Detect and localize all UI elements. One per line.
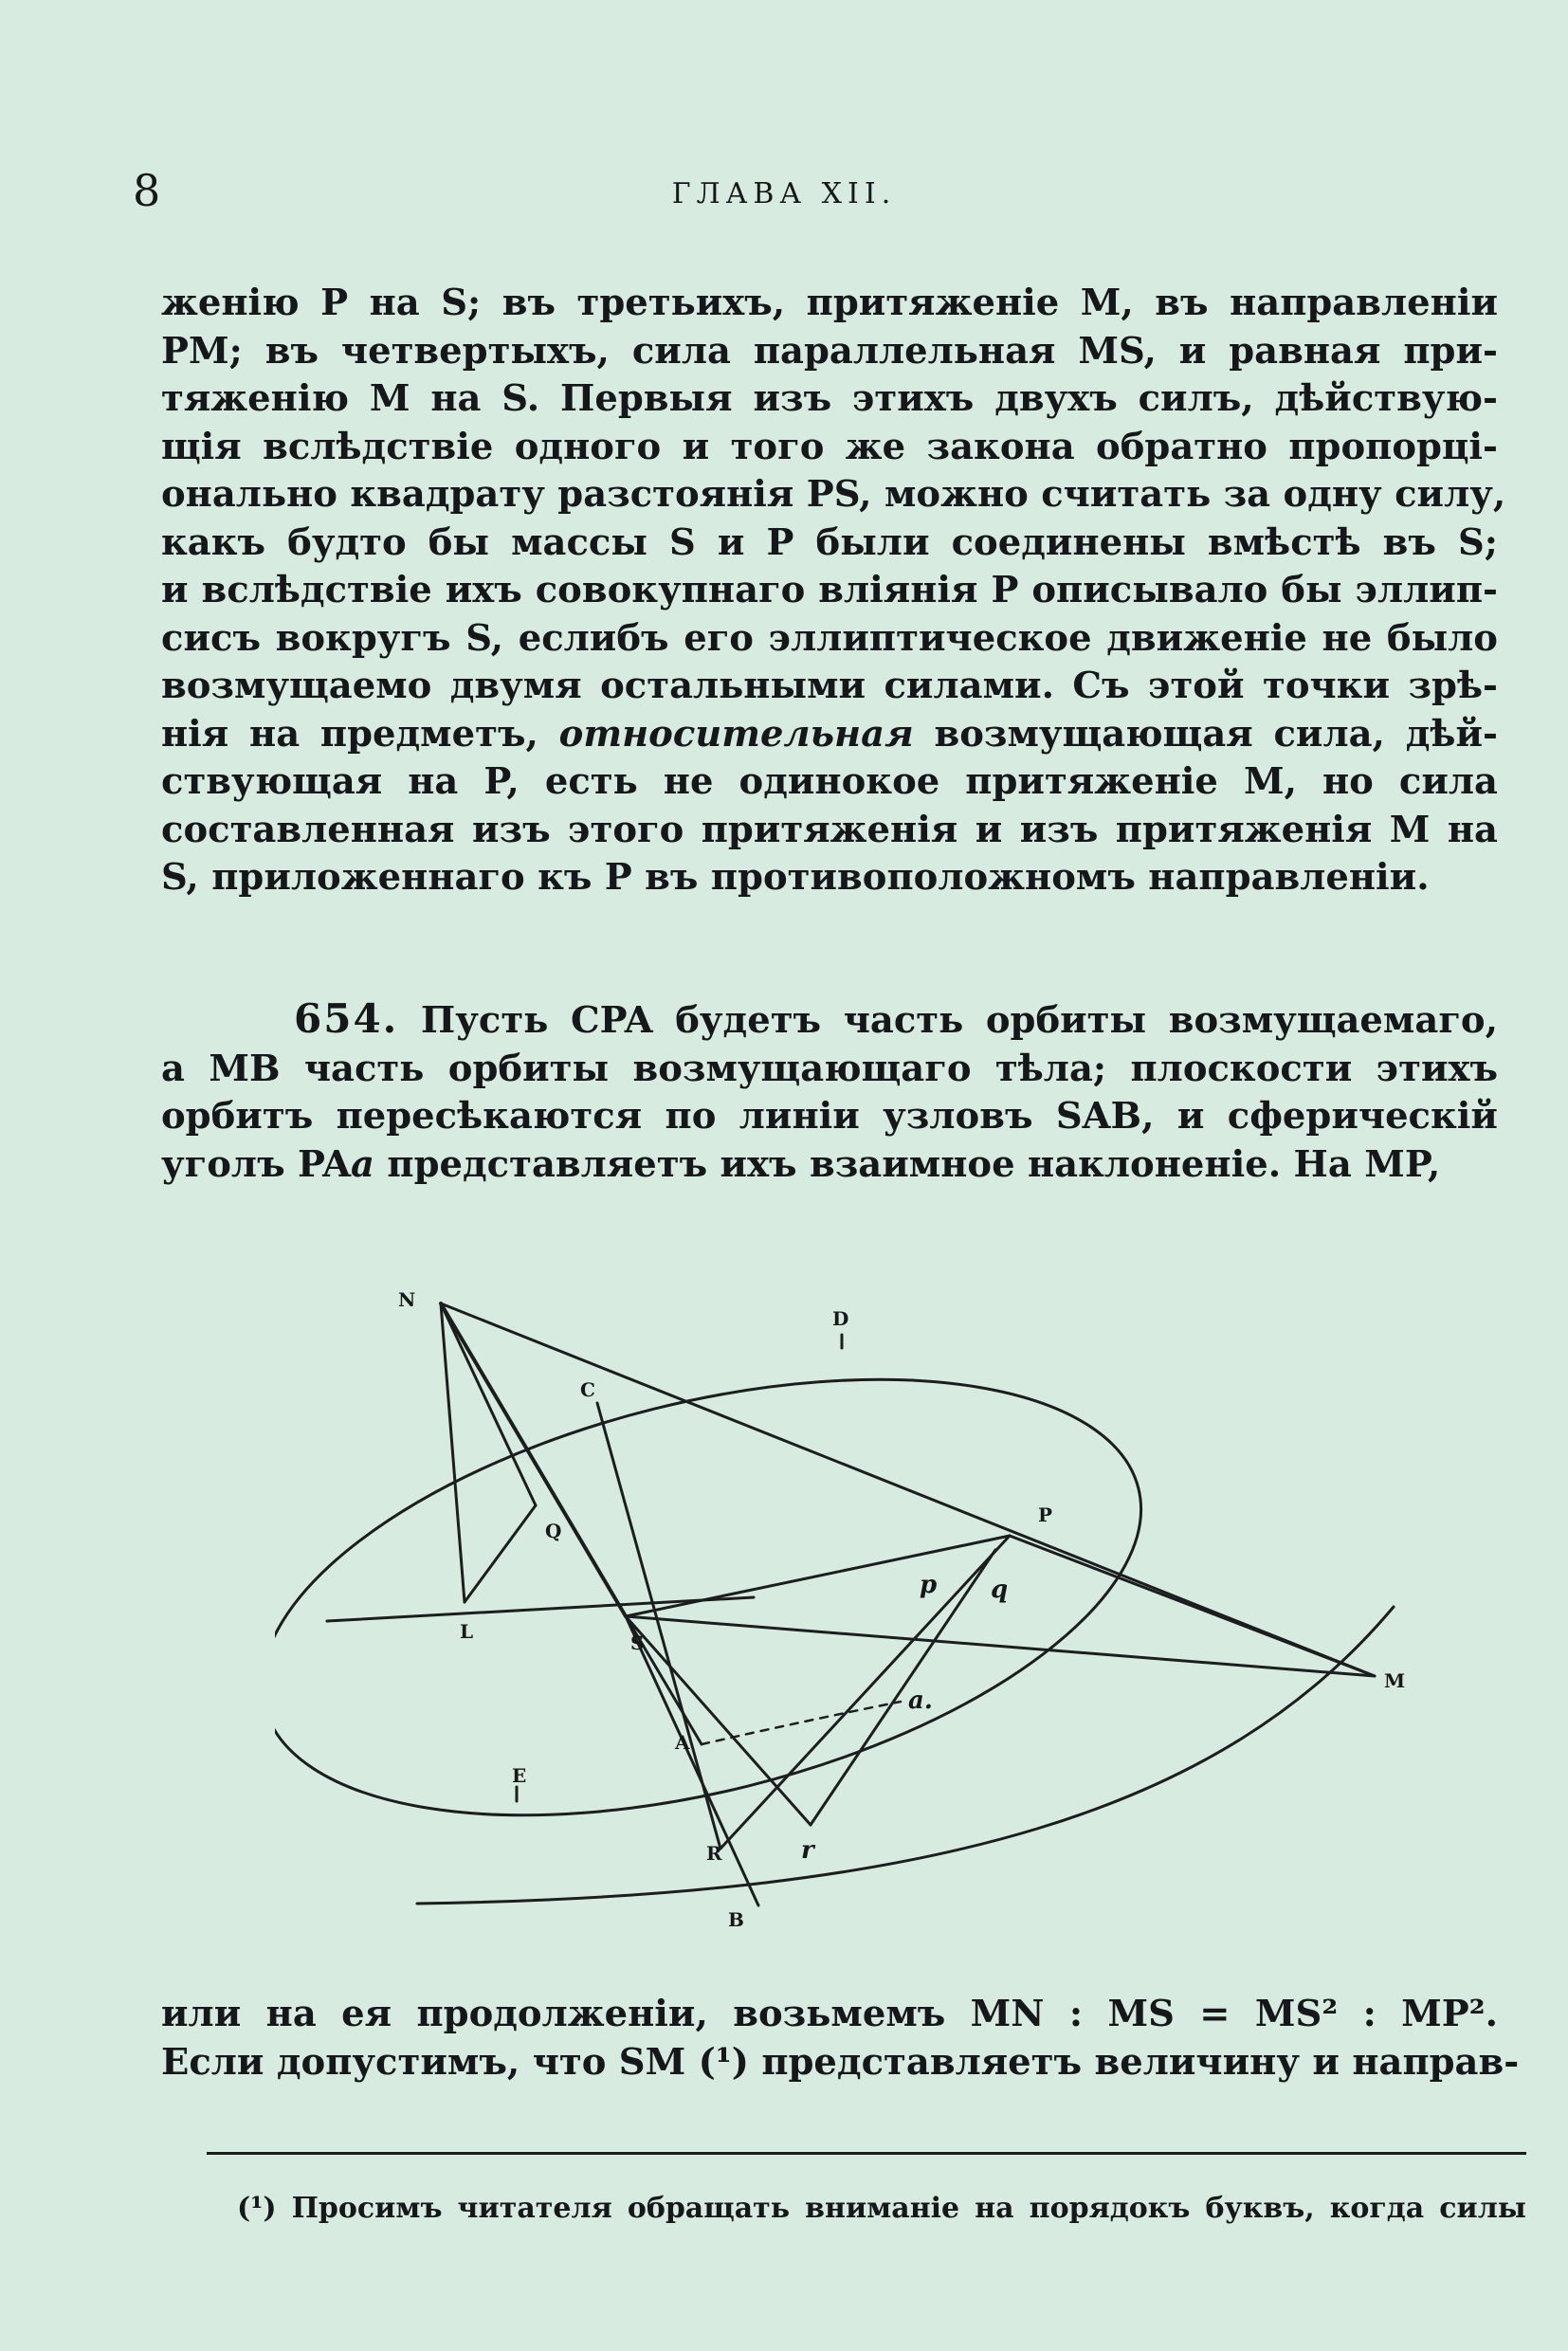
line-P-M <box>1010 1536 1375 1676</box>
footnote: (¹) Просимъ читателя обращать вниманіе на порядокъ буквъ, когда силы <box>237 2192 1526 2225</box>
text-line: и вслѣдствіе ихъ совокупнаго вліянія P описывало бы эллип- <box>161 569 1498 611</box>
italic-term: относительная <box>558 712 914 756</box>
text-segment: нія на предметъ, <box>161 712 538 756</box>
text-line: орбитъ пересѣкаются по линіи узловъ SAB, и сферическій <box>161 1095 1498 1138</box>
label-M: M <box>1384 1669 1406 1692</box>
footnote-divider <box>207 2152 1526 2155</box>
text-segment: возмущающая сила, дѣй- <box>934 712 1498 756</box>
text-line: женію P на S; въ третьихъ, притяженіе M, въ направленіи <box>161 282 1498 324</box>
text-line: возмущаемо двумя остальными силами. Съ этой точки зрѣ- <box>161 665 1498 707</box>
line-N-M <box>441 1303 1375 1676</box>
text-line: тяженію M на S. Первыя изъ этихъ двухъ силъ, дѣйствую- <box>161 377 1498 420</box>
label-q: q <box>991 1576 1009 1604</box>
label-p: p <box>920 1571 938 1599</box>
page-number: 8 <box>133 165 161 216</box>
text-line: щія вслѣдствіе одного и того же закона обратно пропорці- <box>161 425 1498 468</box>
paragraph-1 <box>161 280 1506 902</box>
label-D: D <box>832 1307 849 1330</box>
line-P-r <box>811 1550 995 1825</box>
text-segment: представляетъ ихъ взаимное наклоненіе. На MP, <box>387 1142 1441 1186</box>
italic-term: a <box>351 1142 374 1186</box>
text-segment: Пусть CPA будетъ часть орбиты возмущаемаго, <box>420 999 1498 1042</box>
line-S-B <box>626 1616 758 1905</box>
text-line: какъ будто бы массы S и P были соединены вмѣстѣ въ S; <box>161 520 1498 564</box>
text-line: ствующая на P, есть не одинокое притяженіе M, но сила <box>161 760 1498 803</box>
label-r: r <box>801 1836 814 1865</box>
text-line: Если допустимъ, что SM (¹) представляетъ величину и направ- <box>161 2040 1520 2084</box>
text-line: PM; въ четвертыхъ, сила параллельная MS, и равная при- <box>161 329 1498 373</box>
label-P: P <box>1038 1504 1053 1526</box>
label-B: B <box>728 1908 744 1931</box>
line-S-M <box>626 1616 1375 1676</box>
text-line: S, приложеннаго къ P въ противоположномъ направленіи. <box>161 856 1430 899</box>
line-Q-L <box>465 1505 536 1602</box>
text-segment: уголъ PA <box>161 1142 352 1186</box>
label-A: A <box>675 1731 690 1754</box>
label-a: a. <box>908 1686 933 1715</box>
perturbing-orbit-arc <box>417 1607 1394 1904</box>
section-number: 654. <box>294 995 399 1042</box>
text-line-with-italic <box>161 711 1498 759</box>
text-line <box>161 995 1498 1046</box>
line-N-A <box>441 1303 702 1744</box>
text-line: сисъ вокругъ S, еслибъ его эллиптическое движеніе не было <box>161 616 1498 660</box>
line-P-R <box>720 1536 1010 1849</box>
label-C: C <box>580 1378 595 1401</box>
line-of-nodes <box>327 1597 754 1621</box>
label-N: N <box>398 1288 416 1311</box>
text-line: онально квадрату разстоянія PS, можно считать за одну силу, <box>161 473 1506 516</box>
orbit-diagram <box>275 1280 1431 1943</box>
line-S-P <box>626 1536 1010 1616</box>
paragraph-2 <box>161 995 1498 1189</box>
text-line: составленная изъ этого притяженія и изъ притяженія M на <box>161 808 1498 851</box>
label-Q: Q <box>545 1520 562 1542</box>
text-line: или на ея продолженіи, возьмемъ MN : MS = MS² : MP². <box>161 1993 1498 2035</box>
label-S: S <box>630 1631 645 1654</box>
running-head: ГЛАВА XII. <box>671 177 897 210</box>
label-E: E <box>512 1764 527 1787</box>
text-line: а MB часть орбиты возмущающаго тѣла; плоскости этихъ <box>161 1047 1498 1090</box>
paragraph-3 <box>161 1991 1520 2087</box>
label-R: R <box>706 1842 722 1865</box>
label-L: L <box>460 1620 474 1643</box>
orbit-diagram-svg <box>275 1280 1431 1943</box>
text-line-with-italic <box>161 1141 1498 1190</box>
